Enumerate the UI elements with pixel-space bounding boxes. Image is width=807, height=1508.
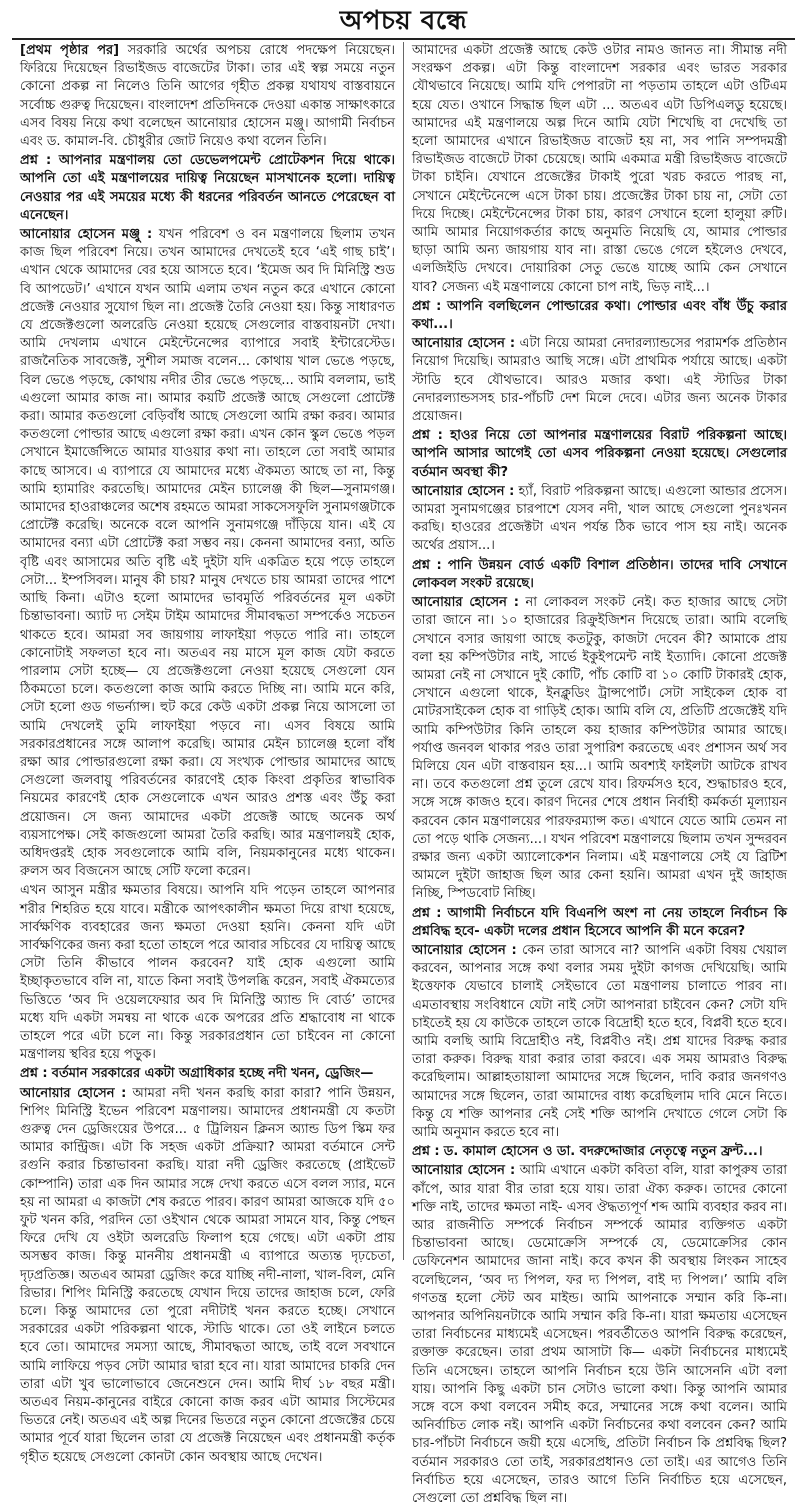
speaker-label: আনোয়ার হোসেন : xyxy=(412,1163,516,1179)
question-text: আপনি বলছিলেন পোল্ডারের কথা। পোল্ডার এবং বাঁধ উঁচু করার কথা...। xyxy=(412,298,787,333)
speaker-label: আনোয়ার হোসেন : xyxy=(412,483,515,499)
question-text: আপনার মন্ত্রণালয় তো ডেভেলপমেন্ট প্রোটেকশন দিয়ে থাকে। আপনি তো এই মন্ত্রণালয়ের দায়িত্ব নিয়েছেন মাসখানেক হলো। দায়িত্ব নেওয়ার পর এই সময়ের মধ্যে কী ধরনের পরিবর্তন আনতে পেরেছেন বা এনেছেন। xyxy=(20,153,395,223)
paragraph-text: যখন পরিবেশ ও বন মন্ত্রণালয়ে ছিলাম তখন কাজ ছিল পরিবেশ নিয়ে। তখন আমাদের দেখতেই হবে ‘এই গাছ চাই’। এখান থেকে আমাদের বের হয়ে আসতে হবে। ‘ইমেজ অব দি মিনিস্ট্রি শুড বি আপডেট।’ এখানে যখন আমি এলাম তখন নতুন করে এখানে কোনো প্রজেক্ট নেওয়ার সুযোগ ছিল না। প্রজেক্ট তৈরি নেওয়া হয়। কিন্তু সাধারণত যে প্রজেক্টগুলো অলরেডি নেওয়া হয়েছে সেগুলোর বাস্তবায়নটা দেখা। আমি দেখলাম এখানে মেইন্টেনেন্সের ব্যাপারে সবাই ইন্টারেস্টেড। রাজনৈতিক সাবজেক্ট, সুশীল সমাজ বলেন... কোথায় খাল ভেঙে পড়ছে, বিল ভেঙে পড়ছে, কোথায় নদীর তীর ভেঙে পড়ছে... আমি বললাম, ভাই এগুলো আমার কাজ না। আমার কয়টি প্রজেক্ট আছে সেগুলো প্রোটেক্ট করা। আমার কতগুলো বেড়িবাঁধ আছে সেগুলো আমি রক্ষা করব। আমার কতগুলো পোল্ডার আছে এগুলো রক্ষা করা। এখন কোন স্কুল ভেঙে পড়ল সেখানে ইমার্জেন্সিতে আমার যাওয়ার কথা না। তাহলে তো সবাই আমার কাছে আসবে। এ ব্যাপারে যে আমাদের মধ্যে ঐকমত্য আছে তা না, কিন্তু আমি হ্যামারিং করতেছি। আমাদের মেইন চ্যালেঞ্জ কী ছিল—সুনামগঞ্জ। আমাদের হাওরাঞ্চলের অশেষ রহমতে আমরা সাকসেসফুলি সুনামগঞ্জটাকে প্রোটেক্ট করেছি। অনেকে বলে আপনি সুনামগঞ্জে দাঁড়িয়ে যান। এই যে আমাদের বন্যা এটা প্রোটেক্ট করা সম্ভব নয়। কেননা আমাদের বন্যা, অতি বৃষ্টি এবং আসামের অতি বৃষ্টি এই দুইটা যদি একত্রিত হয়ে পড়ে তাহলে সেটা... ইম্পসিবল। মানুষ কী চায়? মানুষ দেখতে চায় আমরা তাদের পাশে আছি কিনা। এটাও হলো আমাদের ভাবমূর্তি পরিবর্তনের মূল একটা চিন্তাভাবনা। অ্যাট দ্য সেইম টাইম আমাদের সীমাবদ্ধতা সম্পর্কেও সচেতন থাকতে হবে। আমরা সব জায়গায় লাফাইয়া পড়তে পারি না। তাহলে কোনোটাই সফলতা হবে না। অতএব নয় মাসে মূল কাজ যেটা করতে পারলাম সেটা হচ্ছে— যে প্রজেক্টগুলো নেওয়া হয়েছে সেগুলো যেন ঠিকমতো চলে। কতগুলো কাজ আমি করতে দিচ্ছি না। আমি মনে করি, সেটা হলো গুড গভর্ন্যান্স। হুট করে কেউ একটা প্রকল্প নিয়ে আসলো তা আমি দেখলেই তুমি লাফাইয়া পড়বে না। এসব বিষয়ে আমি সরকারপ্রধানের সঙ্গে আলাপ করেছি। আমার মেইন চ্যালেঞ্জ হলো বাঁধ রক্ষা আর পোল্ডারগুলো রক্ষা করা। যে সংখ্যক পোল্ডার আমাদের আছে সেগুলো জলবায়ু পরিবর্তনের কারণেই হোক কিংবা প্রকৃতির স্বাভাবিক নিয়মের কারণেই হোক সেগুলোকে এখন আরও প্রশস্ত এবং উঁচু করা প্রয়োজন। সে জন্য আমাদের একটা প্রজেক্ট আছে অনেক অর্থ ব্যয়সাপেক্ষ। সেই কাজগুলো আমরা তৈরি করছি। আর মন্ত্রণালয়ই হোক, অধিদপ্তরই হোক সবগুলোকে আমি বলি, নিয়মকানুনের মধ্যে থাকেন। রুলস অব বিজনেস আছে সেটি ফলো করেন। xyxy=(20,227,395,880)
question-text: হাওর নিয়ে তো আপনার মন্ত্রণালয়ের বিরাট পরিকল্পনা আছে। আপনি আসার আগেই তো এসব পরিকল্পনা নেওয়া হয়েছে। সেগুলোর বর্তমান অবস্থা কী? xyxy=(412,428,787,480)
question-paragraph xyxy=(20,1065,395,1083)
paragraph-text: হ্যাঁ, বিরাট পরিকল্পনা আছে। এগুলো আন্ডার প্রসেস। আমরা সুনামগঞ্জের চারপাশে যেসব নদী, খাল আছে সেগুলো পুনঃখনন করছি। হাওরের প্রজেক্টটা এখন পর্যন্ত ঠিক ভাবে পাস হয় নাই। অনেক অর্থের প্রয়াস...। xyxy=(412,483,787,554)
paragraph-text: না লোকবল সংকট নেই। কত হাজার আছে সেটা তারা জানে না। ১০ হাজারের রিক্রুইজিশন দিয়েছে তারা। আমি বলেছি সেখানে বসার জায়গা আছে কতটুকু, কাজটা দেবেন কী? আমাকে প্রায় বলা হয় কম্পিউটার নাই, সার্ভে ইকুইপমেন্ট নাই ইত্যাদি। কোনো প্রজেক্ট আমরা নেই না সেখানে দুই কোটি, পাঁচ কোটি বা ১০ কোটি টাকারই হোক, সেখানে এগুলো থাকে, ইনক্লুডিং ট্রান্সপোর্ট। সেটা সাইকেল হোক বা মোটরসাইকেল হোক বা গাড়িই হোক। আমি বলি যে, প্রতিটি প্রজেক্টেই যদি আমি কম্পিউটার কিনি তাহলে কয় হাজার কম্পিউটার আমার আছে। পর্যাপ্ত জনবল থাকার পরও তারা সুপারিশ করতেছে এবং প্রশাসন অর্থ সব মিলিয়ে যেন এটা বাস্তবায়ন হয়...। আমি অবশ্যই ফাইলটা আটকে রাখব না। তবে কতগুলো প্রশ্ন তুলে রেখে যাব। রিফর্মসও হবে, শুদ্ধাচারও হবে, সঙ্গে সঙ্গে কাজও হবে। কারণ দিনের শেষে প্রধান নির্বাহী কর্মকর্তা মূল্যায়ন করবেন কোন মন্ত্রণালয়ের পারফরম্যান্স কত। এখানে যেতে আমি তেমন না তো পড়ে থাকি সেজন্য...। যখন পরিবেশ মন্ত্রণালয়ে ছিলাম তখন সুন্দরবন রক্ষার জন্য একটা অ্যালোকেশন নিলাম। এই মন্ত্রণালয়ে সেই যে ব্রিটিশ আমলে দুইটা জাহাজ ছিল আর কেনা হয়নি। আমরা এখন দুই জাহাজ নিচ্ছি, স্পিডবোট নিচ্ছি। xyxy=(412,595,787,902)
body-paragraph xyxy=(20,882,395,1064)
question-label: প্রশ্ন : xyxy=(412,905,442,921)
paragraph-text: এটা নিয়ে আমরা নেদারল্যান্ডসের পরামর্শক প্রতিষ্ঠান নিয়োগ দিয়েছি। আমরাও আছি সঙ্গে। এটা প্রাথমিক পর্যায়ে আছে। একটা স্টাডি হবে যৌথভাবে। আরও মজার কথা। এই স্টাডির টাকা নেদারল্যান্ডসসহ চার-পাঁচটি দেশ মিলে দেবে। এটার জন্য অনেক টাকার প্রয়োজন। xyxy=(412,336,787,425)
answer-paragraph xyxy=(20,226,395,881)
lead-tag: [প্রথম পৃষ্ঠার পর] xyxy=(20,43,120,58)
answer-paragraph xyxy=(412,483,787,556)
answer-paragraph xyxy=(412,942,787,1142)
question-paragraph xyxy=(412,905,787,941)
article-columns xyxy=(12,42,795,1507)
answer-paragraph xyxy=(412,1162,787,1508)
question-label: প্রশ্ন : xyxy=(412,428,443,444)
speaker-label: আনোয়ার হোসেন : xyxy=(412,595,519,611)
paragraph-text: এখন আসুন মন্ত্রীর ক্ষমতার বিষয়ে। আপনি যদি পড়েন তাহলে আপনার শরীর শিহরিত হয়ে যাবে। মন্ত্রীকে আপৎকালীন ক্ষমতা দিয়ে রাখা হয়েছে, সার্বক্ষণিক ব্যবহারের জন্য ক্ষমতা দেওয়া হয়নি। কেননা যদি এটা সার্বক্ষণিকের জন্য করা হতো তাহলে পরে আবার সচিবের যে দায়িত্ব আছে সেটা তিনি কীভাবে পালন করবেন? যাই হোক এগুলো আমি ইচ্ছাকৃতভাবে বলি না, যাতে কিনা সবাই উপলব্ধি করেন, সবাই ঐকমত্যের ভিত্তিতে ‘অব দি ওয়েলফেয়ার অব দি মিনিস্ট্রি অ্যান্ড দি বোর্ড’ তাদের মধ্যে যদি একটা সমন্বয় না থাকে একে অপরের প্রতি শ্রদ্ধাবোধ না থাকে তাহলে পরে এটা চলে না। কিন্তু সরকারপ্রধান তো চাইবেন না কোনো মন্ত্রণালয় স্থবির হয়ে পড়ুক। xyxy=(20,883,395,1063)
question-text: ড. কামাল হোসেন ও ডা. বদরুদ্দোজার নেতৃত্বে নতুন ফ্রন্ট...। xyxy=(443,1144,763,1160)
speaker-label: আনোয়ার হোসেন : xyxy=(412,336,516,352)
paragraph-text: আমি এখানে একটা কবিতা বলি, যারা কাপুরুষ তারা কাঁপে, আর যারা বীর তারা হয়ে যায়। তারা ঐক্য করুক। তাদের কোনো শক্তি নাই, তাদের ক্ষমতা নাই- এসব ঔদ্ধত্যপূর্ণ শব্দ আমি ব্যবহার করব না। আর রাজনীতি সম্পর্কে নির্বাচন সম্পর্কে আমার ব্যক্তিগত একটা চিন্তাভাবনা আছে। ডেমোক্রেসি সম্পর্কে যে, ডেমোক্রেসির কোন ডেফিনেশন আমাদের জানা নাই। কবে কখন কী অবস্থায় লিংকন সাহেব বলেছিলেন, ‘অব দ্য পিপল, ফর দ্য পিপল, বাই দ্য পিপল।’ আমি বলি গণতন্ত্র হলো স্টেট অব মাইন্ড। আমি আপনাকে সম্মান করি কি-না। আপনার অপিনিয়নটাকে আমি সম্মান করি কি-না। যারা ক্ষমতায় এসেছেন তারা নির্বাচনের মাধ্যমেই এসেছেন। পরবর্তীতেও আপনি বিরুদ্ধ করেছেন, রক্তাক্ত করেছেন। তারা প্রথম আসাটা কি— একটা নির্বাচনের মাধ্যমেই তিনি এসেছেন। তাহলে আপনি নির্বাচন হয়ে উনি আসেননি এটা বলা যায়। আপনি কিছু একটা চান সেটাও ভালো কথা। কিন্তু আপনি আমার সঙ্গে বসে কথা বলবেন সমীহ করে, সম্মানের সঙ্গে কথা বলেন। আমি অনির্বাচিত লোক নই। আপনি একটা নির্বাচনের কথা বলবেন কেন? আমি চার-পাঁচটা নির্বাচনে জয়ী হয়ে এসেছি, প্রতিটা নির্বাচন কি প্রশ্নবিদ্ধ ছিল? বর্তমান সরকারও তো তাই, সরকারপ্রধানও তো তাই। এর আগেও তিনি নির্বাচিত হয়ে এসেছেন, তারও আগে তিনি নির্বাচিত হয়ে এসেছেন, সেগুলো তো প্রশ্নবিদ্ধ ছিল না। xyxy=(412,1163,787,1507)
question-paragraph xyxy=(412,427,787,482)
paragraph-text: সরকারি অর্থের অপচয় রোধে পদক্ষেপ নিয়েছেন। ফিরিয়ে দিয়েছেন রিভাইজড বাজেটের টাকা। তার এই স্বল্প সময়ে নতুন কোনো প্রকল্প না নিলেও তিনি আগের গৃহীত প্রকল্প যথাযথ বাস্তবায়নে সর্বোচ্চ গুরুত্ব দিয়েছেন। বাংলাদেশ প্রতিদিনকে দেওয়া একান্ত সাক্ষাৎকারে এসব বিষয় নিয়ে কথা বলেছেন আনোয়ার হোসেন মঞ্জু। আগামী নির্বাচন এবং ড. কামাল-বি. চৌধুরীর জোট নিয়েও কথা বলেন তিনি। xyxy=(20,43,395,150)
question-paragraph xyxy=(412,1143,787,1161)
question-label: প্রশ্ন : xyxy=(412,1144,440,1160)
question-label: প্রশ্ন : xyxy=(412,557,442,573)
paragraph-text: কেন তারা আসবে না? আপনি একটা বিষয় খেয়াল করবেন, আপনার সঙ্গে কথা বলার সময় দুইটা কাগজ দেখিয়েছি। আমি ইত্তেফাক যেভাবে চালাই সেইভাবে তো মন্ত্রণালয় চালাতে পারব না। এমতাবস্থায় সংবিধানে যেটা নাই সেটা আপনারা চাইবেন কেন? সেটা যদি চাইতেই হয় যে কাউকে তাহলে তাকে বিদ্রোহী হতে হবে, বিপ্লবী হতে হবে। আমি বলছি আমি বিদ্রোহীও নই, বিপ্লবীও নই। প্রশ্ন যাদের বিরুদ্ধ করার তারা করুক। বিরুদ্ধ যারা করার তারা করবে। এক সময় আমরাও বিরুদ্ধ করেছিলাম। আল্লাহতায়ালা আমাদের সঙ্গে ছিলেন, দাবি করার জনগণও আমাদের সঙ্গে ছিলেন, তারা আমাদের বাধ্য করেছিলাম দাবি মেনে নিতে। কিন্তু যে শক্তি আপনার নেই সেই শক্তি আপনি দেখাতে গেলে সেটা কি আমি অনুমান করতে হবে না। xyxy=(412,942,787,1140)
headline-bar xyxy=(12,0,795,40)
right-column xyxy=(403,42,795,1507)
question-label: প্রশ্ন : xyxy=(412,298,442,314)
answer-paragraph xyxy=(412,594,787,903)
question-paragraph xyxy=(412,557,787,593)
speaker-label: আনোয়ার হোসেন মঞ্জু : xyxy=(20,227,153,243)
question-paragraph xyxy=(20,152,395,225)
speaker-label: আনোয়ার হোসেন : xyxy=(20,1085,127,1101)
speaker-label: আনোয়ার হোসেন : xyxy=(412,942,517,958)
lead-paragraph xyxy=(20,42,395,151)
answer-paragraph xyxy=(20,1085,395,1467)
article-headline: অপচয় বন্ধে xyxy=(339,6,468,36)
body-paragraph xyxy=(412,42,787,297)
question-text: আগামী নির্বাচনে যদি বিএনপি অংশ না নেয় তাহলে নির্বাচন কি প্রশ্নবিদ্ধ হবে- একটা দলের প্রধান হিসেবে আপনি কী মনে করেন? xyxy=(412,905,787,939)
paragraph-text: আমরা নদী খনন করছি কারা কারা? পানি উন্নয়ন, শিপিং মিনিস্ট্রি ইভেন পরিবেশ মন্ত্রণালয়। আমাদের প্রধানমন্ত্রী যে কতটা গুরুত্ব দেন ড্রেজিংয়ের উপরে... ৫ ট্রিলিয়ন ক্লিনস অ্যান্ড ডিপ স্কিম ফর আমার কান্ট্রিজ। এটা কি সহজ একটা প্রক্রিয়া? আমরা বর্তমানে সেন্ট রগুনি করার চিন্তাভাবনা করছি। যারা নদী ড্রেজিং করতেছে (প্রাইভেট কোম্পানি) তারা এক দিন আমার সঙ্গে দেখা করতে এসে বলল স্যার, মনে হয় না আমরা এ কাজটা শেষ করতে পারব। কারণ আমরা আজকে যদি ৫০ ফুট খনন করি, পরদিন তো ওইখান থেকে আমরা সামনে যাব, কিন্তু পেছন ফিরে দেখি যে ওইটা অলরেডি ফিলাপ হয়ে গেছে। এটা একটা প্রায় অসম্ভব কাজ। কিন্তু মাননীয় প্রধানমন্ত্রী এ ব্যাপারে অত্যন্ত দৃঢ়চেতা, দৃঢ়প্রতিজ্ঞ। অতএব আমরা ড্রেজিং করে যাচ্ছি নদী-নালা, খাল-বিল, মেনি রিভার। শিপিং মিনিস্ট্রি করতেছে যেখান দিয়ে তাদের জাহাজ চলে, ফেরি চলে। কিন্তু আমাদের তো পুরো নদীটাই খনন করতে হচ্ছে। সেখানে সরকারের একটা পরিকল্পনা থাকে, স্টাডি থাকে। তো ওই লাইনে চলতে হবে তো। আমাদের সমস্যা আছে, সীমাবদ্ধতা আছে, তাই বলে সবখানে আমি লাফিয়ে পড়ব সেটা আমার দ্বারা হবে না। যারা আমাদের চাকরি দেন তারা এটা খুব ভালোভাবে জেনেশুনে দেন। আমি দীর্ঘ ১৮ বছর মন্ত্রী। অতএব নিয়ম-কানুনের বাইরে কোনো কাজ করব এটা আমার সিস্টেমের ভিতরে নেই। অতএব এই অল্প দিনের ভিতরে নতুন কোনো প্রজেক্টের চেয়ে আমার পূর্বে যারা ছিলেন তারা যে প্রজেক্ট নিয়েছেন এবং প্রধানমন্ত্রী কর্তৃক গৃহীত হয়েছে সেগুলো কোনটা কোন অবস্থায় আছে দেখেন। xyxy=(20,1085,395,1465)
question-text: বর্তমান সরকারের একটা অগ্রাধিকার হচ্ছে নদী খনন, ড্রেজিং— xyxy=(51,1066,374,1082)
question-label: প্রশ্ন : xyxy=(20,1066,48,1082)
paragraph-text: আমাদের একটা প্রজেক্ট আছে কেউ ওটার নামও জানত না। সীমান্ত নদী সংরক্ষণ প্রকল্প। এটা কিন্তু বাংলাদেশ সরকার এবং ভারত সরকার যৌথভাবে নিয়েছে। আমি যদি পেপারটা না পড়তাম তাহলে এটা ওটিএম হয়ে যেত। ওখানে সিদ্ধান্ত ছিল এটা ... অতএব এটা ডিপিএলডু হয়েছে। আমাদের এই মন্ত্রণালয়ে অল্প দিনে আমি যেটা শিখেছি বা দেখেছি তা হলো আমাদের এখানে রিভাইজড বাজেট হয় না, সব পানি সম্পদমন্ত্রী রিভাইজড বাজেটে টাকা চেয়েছে। আমি একমাত্র মন্ত্রী রিভাইজড বাজেটে টাকা চাইনি। যেখানে প্রজেক্টের টাকাই পুরো খরচ করতে পারছ না, সেখানে মেইন্টেনেন্সে এসে টাকা চায়। প্রজেক্টের টাকা চায় না, সেটা তো দিয়ে দিচ্ছে। মেইন্টেনেন্সের টাকা চায়, কারণ সেখানে হলো হালুয়া রুটি। আমি আমার নিয়োগকর্তার কাছে অনুমতি নিয়েছি যে, আমার পোল্ডার ছাড়া আমি অন্য জায়গায় যাব না। রাস্তা ভেঙে গেলে হইলেও দেখবে, এলজিইডি দেখবে। দোয়ারিকা সেতু ভেঙে যাচ্ছে আমি কেন সেখানে যাব? সেজন্য এই মন্ত্রণালয়ে কোনো চাপ নাই, ভিড় নাই...। xyxy=(412,43,787,295)
answer-paragraph xyxy=(412,335,787,426)
left-column xyxy=(12,42,403,1465)
question-text: পানি উন্নয়ন বোর্ড একটি বিশাল প্রতিষ্ঠান। তাদের দাবি সেখানে লোকবল সংকট রয়েছে। xyxy=(412,557,787,591)
question-paragraph xyxy=(412,298,787,334)
question-label: প্রশ্ন : xyxy=(20,153,52,169)
